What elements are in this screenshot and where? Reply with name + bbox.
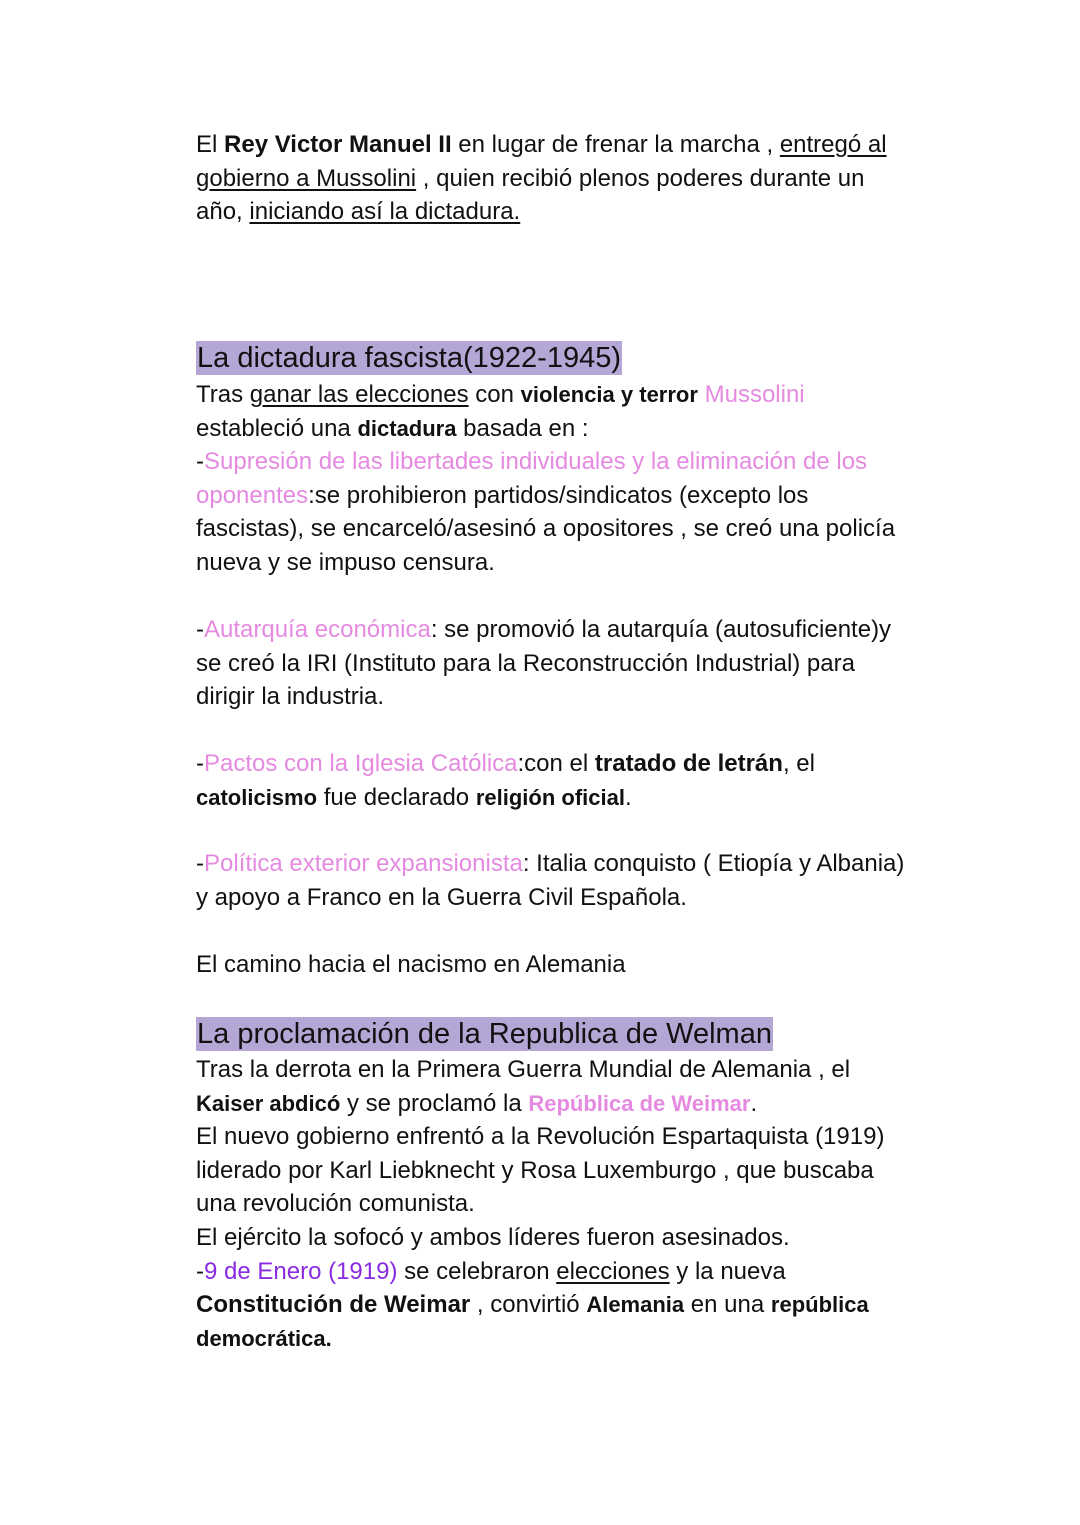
pink-title: Pactos con la Iglesia Católica: [204, 750, 518, 777]
bold-text: religión oficial: [475, 784, 625, 810]
text-line: una revolución comunista.: [196, 1190, 475, 1218]
section-heading-republica: [196, 1017, 966, 1051]
text: Tras: [196, 381, 250, 408]
text: año,: [196, 198, 250, 226]
pink-title: oponentes: [196, 481, 309, 509]
text-line: [196, 162, 966, 196]
underlined-text: iniciando así la dictadura.: [249, 198, 521, 226]
pink-title: Política exterior expansionista: [204, 850, 523, 877]
text: : se promovió la autarquía (autosuficiente)y: [430, 616, 892, 643]
bold-text: catolicismo: [196, 784, 318, 810]
bold-text: tratado de letrán: [594, 750, 783, 777]
section1-intro: [196, 378, 966, 445]
text: fue declarado: [317, 783, 476, 811]
text: con: [468, 381, 521, 408]
text-line: liderado por Karl Liebknecht y Rosa Luxemburgo , que buscaba: [196, 1156, 874, 1184]
subtitle-nacismo: [196, 948, 966, 982]
text-line: [196, 128, 966, 162]
text-line: nueva y se impuso censura.: [196, 548, 495, 576]
text: , convirtió: [470, 1291, 587, 1319]
text-line: [196, 445, 966, 479]
text-line: [196, 378, 966, 412]
pink-title: Supresión de las libertades individuales y la eliminación de los: [204, 448, 868, 475]
text: : Italia conquisto ( Etiopía y Albania): [522, 850, 905, 877]
text: se celebraron: [397, 1257, 557, 1285]
bold-text: dictadura: [357, 415, 457, 441]
text-line: [196, 847, 966, 881]
text: El: [196, 131, 225, 158]
dash: -: [196, 1257, 204, 1285]
bold-text: Rey Victor Manuel II: [224, 131, 452, 158]
purple-date-text: 9 de Enero (1919): [204, 1257, 398, 1285]
intro-paragraph: [196, 128, 966, 229]
text-line: [196, 747, 966, 781]
text-line: [196, 412, 966, 446]
text-line: El nuevo gobierno enfrentó a la Revolución Espartaquista (1919): [196, 1123, 885, 1151]
text-line: y apoyo a Franco en la Guerra Civil Española.: [196, 883, 687, 911]
text: [698, 381, 705, 408]
text-line: [196, 1255, 966, 1289]
text: :con el: [517, 750, 595, 777]
text: estableció una: [196, 414, 358, 442]
text-line: [196, 479, 966, 513]
underlined-text: entregó al: [779, 131, 887, 158]
bold-text: Alemania: [586, 1292, 685, 1318]
text: y se proclamó la: [340, 1089, 529, 1117]
pink-bold-text: República de Weimar: [528, 1090, 751, 1116]
text: .: [750, 1089, 758, 1117]
text-line: [196, 1288, 966, 1322]
bold-text: Kaiser abdicó: [196, 1090, 341, 1116]
subtitle-text: El camino hacia el nacismo en Alemania: [196, 951, 626, 978]
dash: -: [196, 750, 204, 777]
highlighted-heading: La proclamación de la Republica de Welman: [197, 1018, 772, 1050]
pink-text: Mussolini: [704, 381, 805, 408]
text: , quien recibió plenos poderes durante un: [416, 164, 865, 192]
text-line: Tras la derrota en la Primera Guerra Mundial de Alemania , el: [196, 1056, 851, 1083]
underlined-text: elecciones: [556, 1257, 670, 1285]
dash: -: [196, 616, 204, 643]
text-line: se creó la IRI (Instituto para la Reconstrucción Industrial) para: [196, 649, 855, 677]
text: y la nueva: [669, 1257, 786, 1285]
section-heading-dictadura: [196, 341, 966, 375]
bold-text: violencia y terror: [520, 382, 698, 407]
text: en una: [684, 1291, 771, 1319]
bold-text: democrática.: [196, 1325, 332, 1351]
underlined-text: gobierno a Mussolini: [196, 164, 417, 192]
text: , el: [782, 750, 815, 777]
bold-text: Constitución de Weimar: [196, 1291, 471, 1319]
dash: -: [196, 448, 204, 475]
text: :se prohibieron partidos/sindicatos (excepto los: [308, 481, 809, 509]
text-line: El ejército la sofocó y ambos líderes fueron asesinados.: [196, 1223, 790, 1251]
underlined-text: ganar las elecciones: [249, 381, 469, 408]
highlighted-heading: La dictadura fascista(1922-1945): [197, 342, 621, 374]
pink-title: Autarquía económica: [204, 616, 431, 643]
text: basada en :: [456, 414, 589, 442]
text-line: [196, 1087, 966, 1121]
list-item-autarquia: [196, 613, 966, 714]
text-line: [196, 195, 966, 229]
dash: -: [196, 850, 204, 877]
text: en lugar de frenar la marcha ,: [451, 131, 780, 158]
text-line: [196, 1322, 966, 1356]
text-line: [196, 613, 966, 647]
text-line: [196, 781, 966, 815]
text-line: dirigir la industria.: [196, 683, 385, 711]
list-item-politica-exterior: [196, 847, 966, 914]
bold-text: república: [770, 1292, 869, 1318]
list-item-pactos: [196, 747, 966, 814]
list-item-supresion: [196, 445, 966, 579]
section2-body: [196, 1053, 966, 1355]
text: .: [624, 783, 632, 811]
text-line: fascistas), se encarceló/asesinó a opositores , se creó una policía: [196, 515, 896, 543]
